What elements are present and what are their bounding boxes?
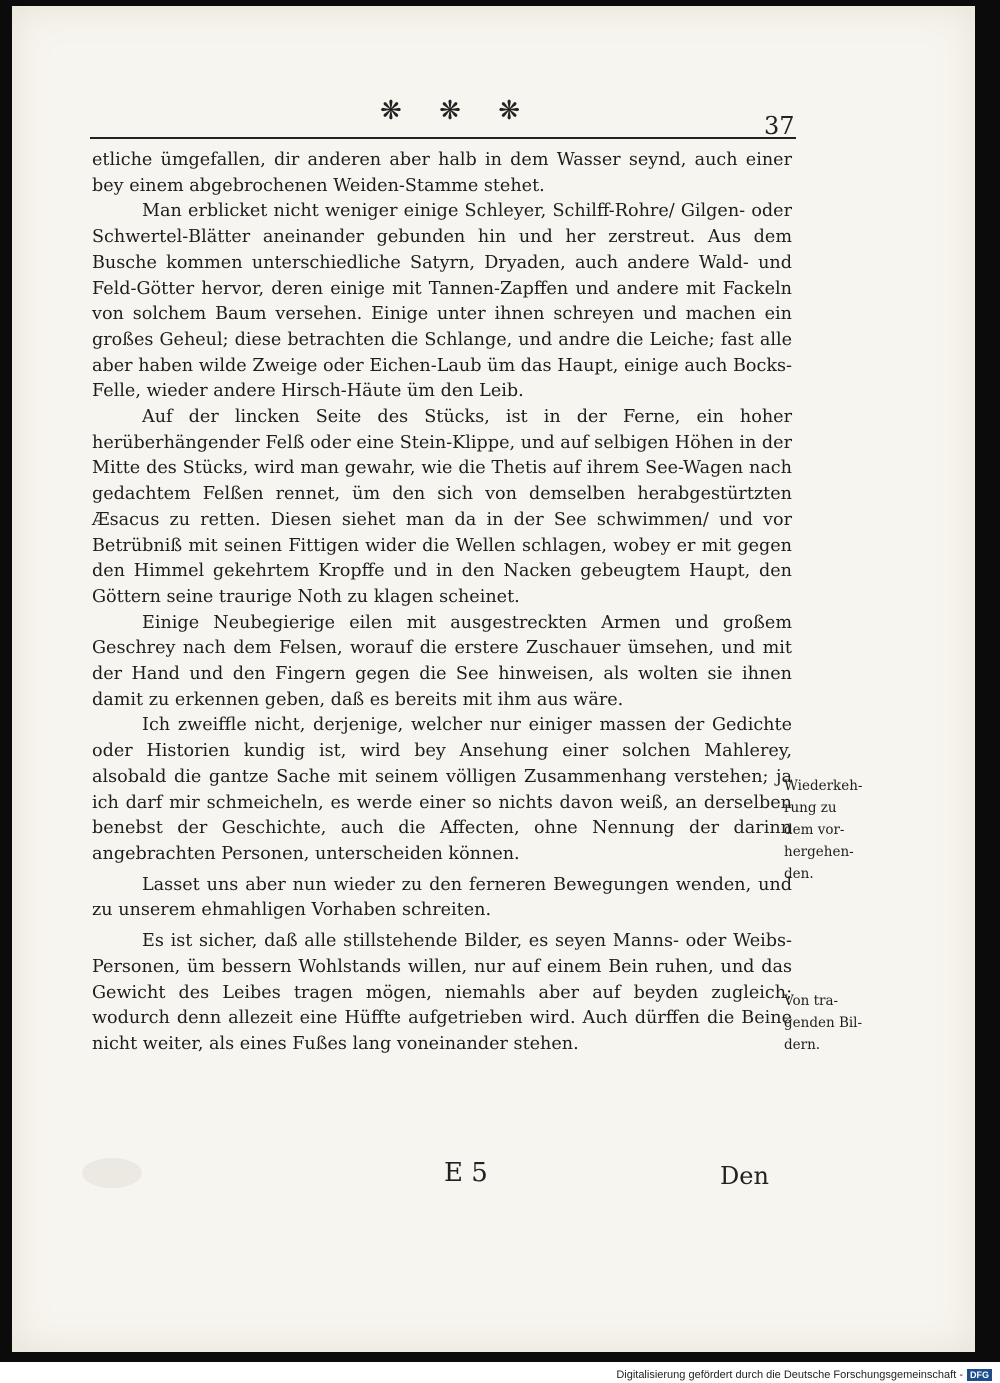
- paragraph: Ich zweiffle nicht, derjenige, welcher nur einiger massen der Gedichte oder Historien kundig ist, wird bey Ansehung einer solchen Mahlerey, alsobald die gantze Sache mit seinem völligen Zusammenhang verstehen; ja ich darf mir schmeicheln, es werde einer so nichts davon weiß, an derselben benebst der Geschichte, auch die Affecten, ohne Nennung der darinn angebrachten Personen, unterscheiden können.: [92, 715, 792, 864]
- margin-note-line: den.: [784, 866, 814, 882]
- ornament-glyph: ❋: [439, 96, 461, 126]
- paragraph: Auf der lincken Seite des Stücks, ist in der Ferne, ein hoher herüberhängender Felß oder eine Stein-Klippe, und auf selbigen Höhen in der Mitte des Stücks, wird man gewahr, wie die Thetis auf ihrem See-Wagen nach gedachtem Felßen rennet, üm den sich von demselben herabgestürtzten Æsacus zu retten. Diesen siehet man da in der See schwimmen/ und vor Betrübniß mit seinen Fittigen wider die Wellen schlagen, wobey er mit gegen den Himmel gekehrtem Kropffe und in den Nacken gebeugtem Haupt, den Göttern seine traurige Noth zu klagen scheinet.: [92, 407, 792, 607]
- catchword: Den: [720, 1162, 769, 1190]
- margin-note: [784, 775, 884, 885]
- margin-note-line: Von tra-: [784, 993, 839, 1009]
- margin-note-line: dem vor-: [784, 822, 845, 838]
- margin-note: [784, 990, 884, 1056]
- margin-note-line: dern.: [784, 1037, 821, 1053]
- digitization-footer: [0, 1367, 1000, 1383]
- page-number: 37: [764, 112, 795, 140]
- margin-note-line: Wiederkeh-: [784, 778, 863, 794]
- footer-text: Digitalisierung gefördert durch die Deutsche Forschungsgemeinschaft -: [616, 1369, 963, 1381]
- signature-mark: E 5: [444, 1158, 488, 1188]
- paragraph: etliche ümgefallen, dir anderen aber halb in dem Wasser seynd, auch einer bey einem abgebrochenen Weiden-Stamme stehet.: [92, 150, 792, 196]
- margin-note-line: rung zu: [784, 800, 837, 816]
- header-rule: [90, 137, 796, 139]
- margin-note-line: genden Bil-: [784, 1015, 863, 1031]
- header-ornament: [380, 98, 520, 124]
- paragraph: Einige Neubegierige eilen mit ausgestreckten Armen und großem Geschrey nach dem Felsen, worauf die erstere Zuschauer ümsehen, und mit der Hand und den Fingern gegen die See hinweisen, als wolten sie ihnen damit zu erkennen geben, daß es bereits mit ihm aus wäre.: [92, 612, 792, 710]
- page-stain: [82, 1158, 142, 1188]
- margin-note-line: hergehen-: [784, 844, 854, 860]
- body-text: [92, 148, 792, 1058]
- dfg-logo: DFG: [967, 1369, 992, 1381]
- ornament-glyph: ❋: [380, 96, 402, 126]
- ornament-glyph: ❋: [498, 96, 520, 126]
- paragraph: Man erblicket nicht weniger einige Schleyer, Schilff-Rohre/ Gilgen- oder Schwertel-Blätter aneinander gebunden hin und her zerstreut. Aus dem Busche kommen unterschiedliche Satyrn, Dryaden, auch andere Wald- und Feld-Götter hervor, deren einige mit Tannen-Zapffen und andere mit Fackeln von solchem Baum versehen. Einige unter ihnen schreyen und machen ein großes Geheul; diese betrachten die Schlange, und andre die Leiche; fast alle aber haben wilde Zweige oder Eichen-Laub üm das Haupt, einige auch Bocks-Felle, wieder andere Hirsch-Häute üm den Leib.: [92, 201, 792, 402]
- paragraph: Es ist sicher, daß alle stillstehende Bilder, es seyen Manns- oder Weibs-Personen, üm bessern Wohlstands willen, nur auf einem Bein ruhen, und das Gewicht des Leibes tragen mögen, niemahls aber auf beyden zugleich; wodurch denn allezeit eine Hüffte aufgetrieben wird. Auch dürffen die Beine nicht weiter, als eines Fußes lang voneinander stehen.: [92, 931, 792, 1054]
- paragraph: Lasset uns aber nun wieder zu den ferneren Bewegungen wenden, und zu unserem ehmahligen Vorhaben schreiten.: [92, 874, 792, 921]
